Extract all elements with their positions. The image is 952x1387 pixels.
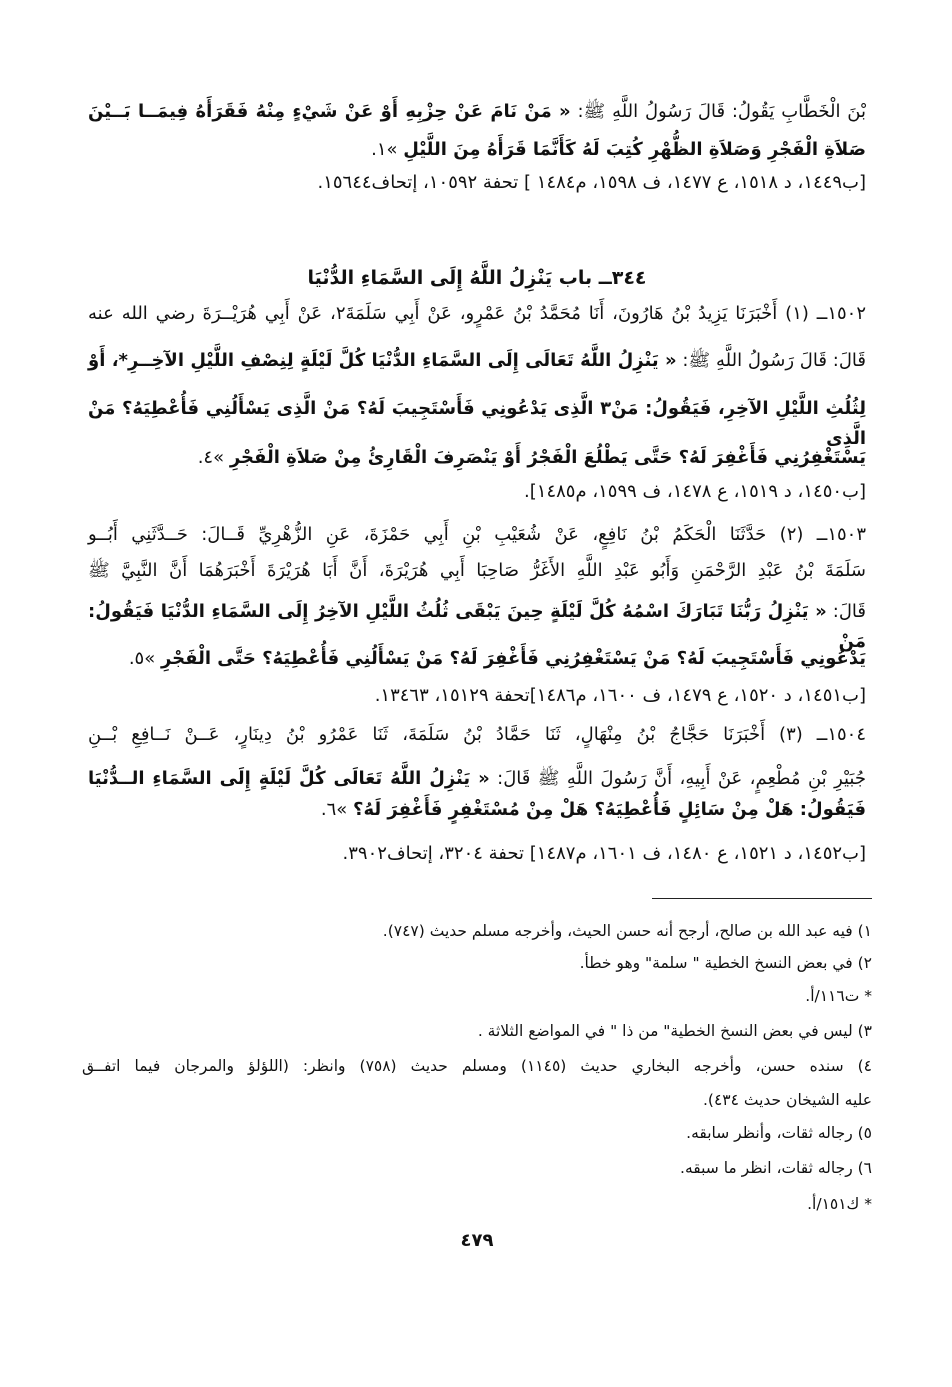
footnote: ٢) في بعض النسخ الخطية " سلمة" وهو خطأ. bbox=[579, 954, 872, 972]
hadith-line bbox=[88, 644, 866, 674]
hadith-text: يَدْعُونِي فَأَسْتَجِيبَ لَهُ؟ مَنْ يَسْتَغْفِرُنِي فَأَغْفِرَ لَهُ؟ مَنْ يَسْأَلُنِي فَأُعْطِيَهُ؟ حَتَّى الْفَجْرِ bbox=[160, 648, 866, 669]
hadith-line bbox=[88, 135, 866, 165]
hadith-text: صَلاَةِ الْفَجْرِ وَصَلاَةِ الظُّهْرِ كُتِبَ لَهُ كَأَنَّمَا قَرَأَهُ مِنَ اللَّيْلِ bbox=[403, 139, 866, 160]
hadith-line bbox=[88, 520, 866, 550]
citation-line bbox=[88, 477, 866, 507]
hadith-line bbox=[88, 795, 866, 825]
footnote: ٣) ليس في بعض النسخ الخطية" من ذا " في المواضع الثلاثة . bbox=[477, 1022, 872, 1040]
hadith-line bbox=[88, 556, 866, 586]
narration-text: »١. bbox=[371, 139, 404, 160]
narration-text: [ب١٤٥٢، د ١٥٢١، ع ١٤٨٠، ف ١٦٠١، م١٤٨٧] تحفة ٣٢٠٤، إتحاف٣٩٠٢. bbox=[342, 843, 866, 864]
hadith-text: فَيَقُولُ: هَلْ مِنْ سَائِلٍ فَأُعْطِيَهُ؟ هَلْ مِنْ مُسْتَغْفِرٍ فَأَغْفِرَ لَهُ؟ bbox=[353, 799, 866, 820]
citation-line bbox=[88, 681, 866, 711]
narration-text: »٥. bbox=[128, 648, 161, 669]
footnote: ٦) رجاله ثقات، انظر ما سبقه. bbox=[680, 1159, 872, 1177]
footnote: ٥) رجاله ثقات، وأنظر سابقه. bbox=[686, 1124, 872, 1142]
hadith-line bbox=[88, 443, 866, 473]
citation-line bbox=[88, 839, 866, 869]
narration-text: [ب١٤٥٠، د ١٥١٩، ع ١٤٧٨، ف ١٥٩٩، م١٤٨٥]. bbox=[524, 481, 866, 502]
narration-text: »٦. bbox=[320, 799, 354, 820]
narration-text: [ب١٤٤٩، د ١٥١٨، ع ١٤٧٧، ف ١٥٩٨، م١٤٨٤ ] تحفة ١٠٥٩٢، إتحاف١٥٦٤٤. bbox=[317, 172, 866, 193]
narration-text: سَلَمَةَ بْنُ عَبْدِ الرَّحْمَنِ وَأَبُو عَبْدِ اللَّهِ الأَغَرُّ صَاحِبَا أَبِي هُرَيْرَةَ، أَنَّ أَبَا هُرَيْرَةَ أَخْبَرَهُمَا أَنَّ النَّبِيَّ ﷺ bbox=[88, 560, 866, 581]
hadith-line bbox=[88, 299, 866, 329]
hadith-line bbox=[88, 97, 866, 127]
narration-text: ١٥٠٤ــ (٣) أَخْبَرَنَا حَجَّاجُ بْنُ مِنْهَالٍ، ثَنَا حَمَّادُ بْنُ سَلَمَةَ، ثَنَا عَمْرُو بْنُ دِينَارٍ، عَــنْ نَــافِعِ بْــنِ bbox=[88, 724, 866, 745]
narration-text: قَالَ: bbox=[826, 601, 866, 622]
hadith-line bbox=[88, 394, 866, 449]
narration-text: [ب١٤٥١، د ١٥٢٠، ع ١٤٧٩، ف ١٦٠٠، م١٤٨٦]تحفة ١٥١٢٩، ١٣٤٦٣. bbox=[374, 685, 866, 706]
hadith-text: « مَنْ نَامَ عَنْ حِزْبِهِ أَوْ عَنْ شَيْءٍ مِنْهُ فَقَرَأَهُ فِيمَــا بَــيْنَ bbox=[88, 101, 571, 122]
footnote-divider bbox=[652, 898, 872, 899]
hadith-line bbox=[88, 346, 866, 376]
footnote: عليه الشيخان حديث ٤٣٤). bbox=[702, 1091, 872, 1109]
narration-text: »٤. bbox=[197, 447, 230, 468]
footnote: * ت١١٦/أ. bbox=[805, 987, 872, 1005]
hadith-line bbox=[88, 597, 866, 652]
chapter-title: ٣٤٤ــ باب يَنْزِلُ اللَّهُ إِلَى السَّمَاءِ الدُّنْيَا bbox=[307, 267, 647, 289]
narration-text: بْنَ الْخَطَّابِ يَقُولُ: قَالَ رَسُولُ اللَّهِ ﷺ: bbox=[570, 101, 867, 122]
narration-text: ١٥٠٢ــ (١) أَخْبَرَنَا يَزِيدُ بْنُ هَارُونَ، أَنَا مُحَمَّدُ بْنُ عَمْرٍو، عَنْ أَبِي سَلَمَةَ٢، عَنْ أَبِي هُرَيْــرَةَ رضي الله عنه bbox=[88, 303, 867, 324]
footnote: ١) فيه عبد الله بن صالح، أرجح أنه حسن الحيث، وأخرجه مسلم حديث (٧٤٧). bbox=[382, 922, 872, 940]
hadith-text: لِثُلُثِ اللَّيْلِ الآخِرِ، فَيَقُولُ: مَنْ٣ الَّذِى يَدْعُونِي فَأَسْتَجِيبَ لَهُ؟ مَنْ الَّذِى يَسْأَلُنِي فَأُعْطِيَهُ؟ مَنْ الَّذِى bbox=[88, 398, 866, 449]
citation-line bbox=[88, 168, 866, 198]
page-number: ٤٧٩ bbox=[460, 1230, 494, 1251]
narration-text: ١٥٠٣ــ (٢) حَدَّثَنَا الْحَكَمُ بْنُ نَافِعٍ، عَنْ شُعَيْبِ بْنِ أَبِي حَمْزَةَ، عَنِ الزُّهْرِيِّ قَــالَ: حَــدَّثَنِي أَبُــو bbox=[88, 524, 867, 545]
hadith-text: « يَنْزِلُ اللَّهُ تَعَالَى إِلَى السَّمَاءِ الدُّنْيَا كُلَّ لَيْلَةٍ لِنِصْفِ اللَّيْلِ الآخِــرِ*، أَوْ bbox=[88, 350, 677, 371]
footnote: ٤) سنده حسن، وأخرجه البخاري حديث (١١٤٥) ومسلم حديث (٧٥٨) وانظر: (اللؤلؤ والمرجان فيما اتفــق bbox=[82, 1057, 872, 1075]
narration-text: قَالَ: قَالَ رَسُولُ اللَّهِ ﷺ: bbox=[676, 350, 866, 371]
footnote: * ك١٥١/أ. bbox=[807, 1195, 872, 1213]
narration-text: جُبَيْرِ بْنِ مُطْعِمٍ، عَنْ أَبِيهِ، أَنَّ رَسُولَ اللَّهِ ﷺ قَالَ: bbox=[489, 768, 866, 789]
hadith-text: « يَنْزِلُ اللَّهُ تَعَالَى كُلَّ لَيْلَةٍ إِلَى السَّمَاءِ الــدُّنْيَا bbox=[88, 768, 490, 789]
hadith-text: « يَنْزِلُ رَبُّنَا تَبَارَكَ اسْمُهُ كُلَّ لَيْلَةٍ حِينَ يَبْقَى ثُلُثُ اللَّيْلِ الآخِرُ إِلَى السَّمَاءِ الدُّنْيَا فَيَقُولُ: مَنْ bbox=[88, 601, 866, 652]
hadith-text: يَسْتَغْفِرُنِي فَأَغْفِرَ لَهُ؟ حَتَّى يَطْلُعَ الْفَجْرُ أَوْ يَنْصَرِفَ الْقَارِئُ مِنْ صَلاَةِ الْفَجْرِ bbox=[229, 447, 866, 468]
hadith-line bbox=[88, 764, 866, 794]
hadith-line bbox=[88, 720, 866, 750]
